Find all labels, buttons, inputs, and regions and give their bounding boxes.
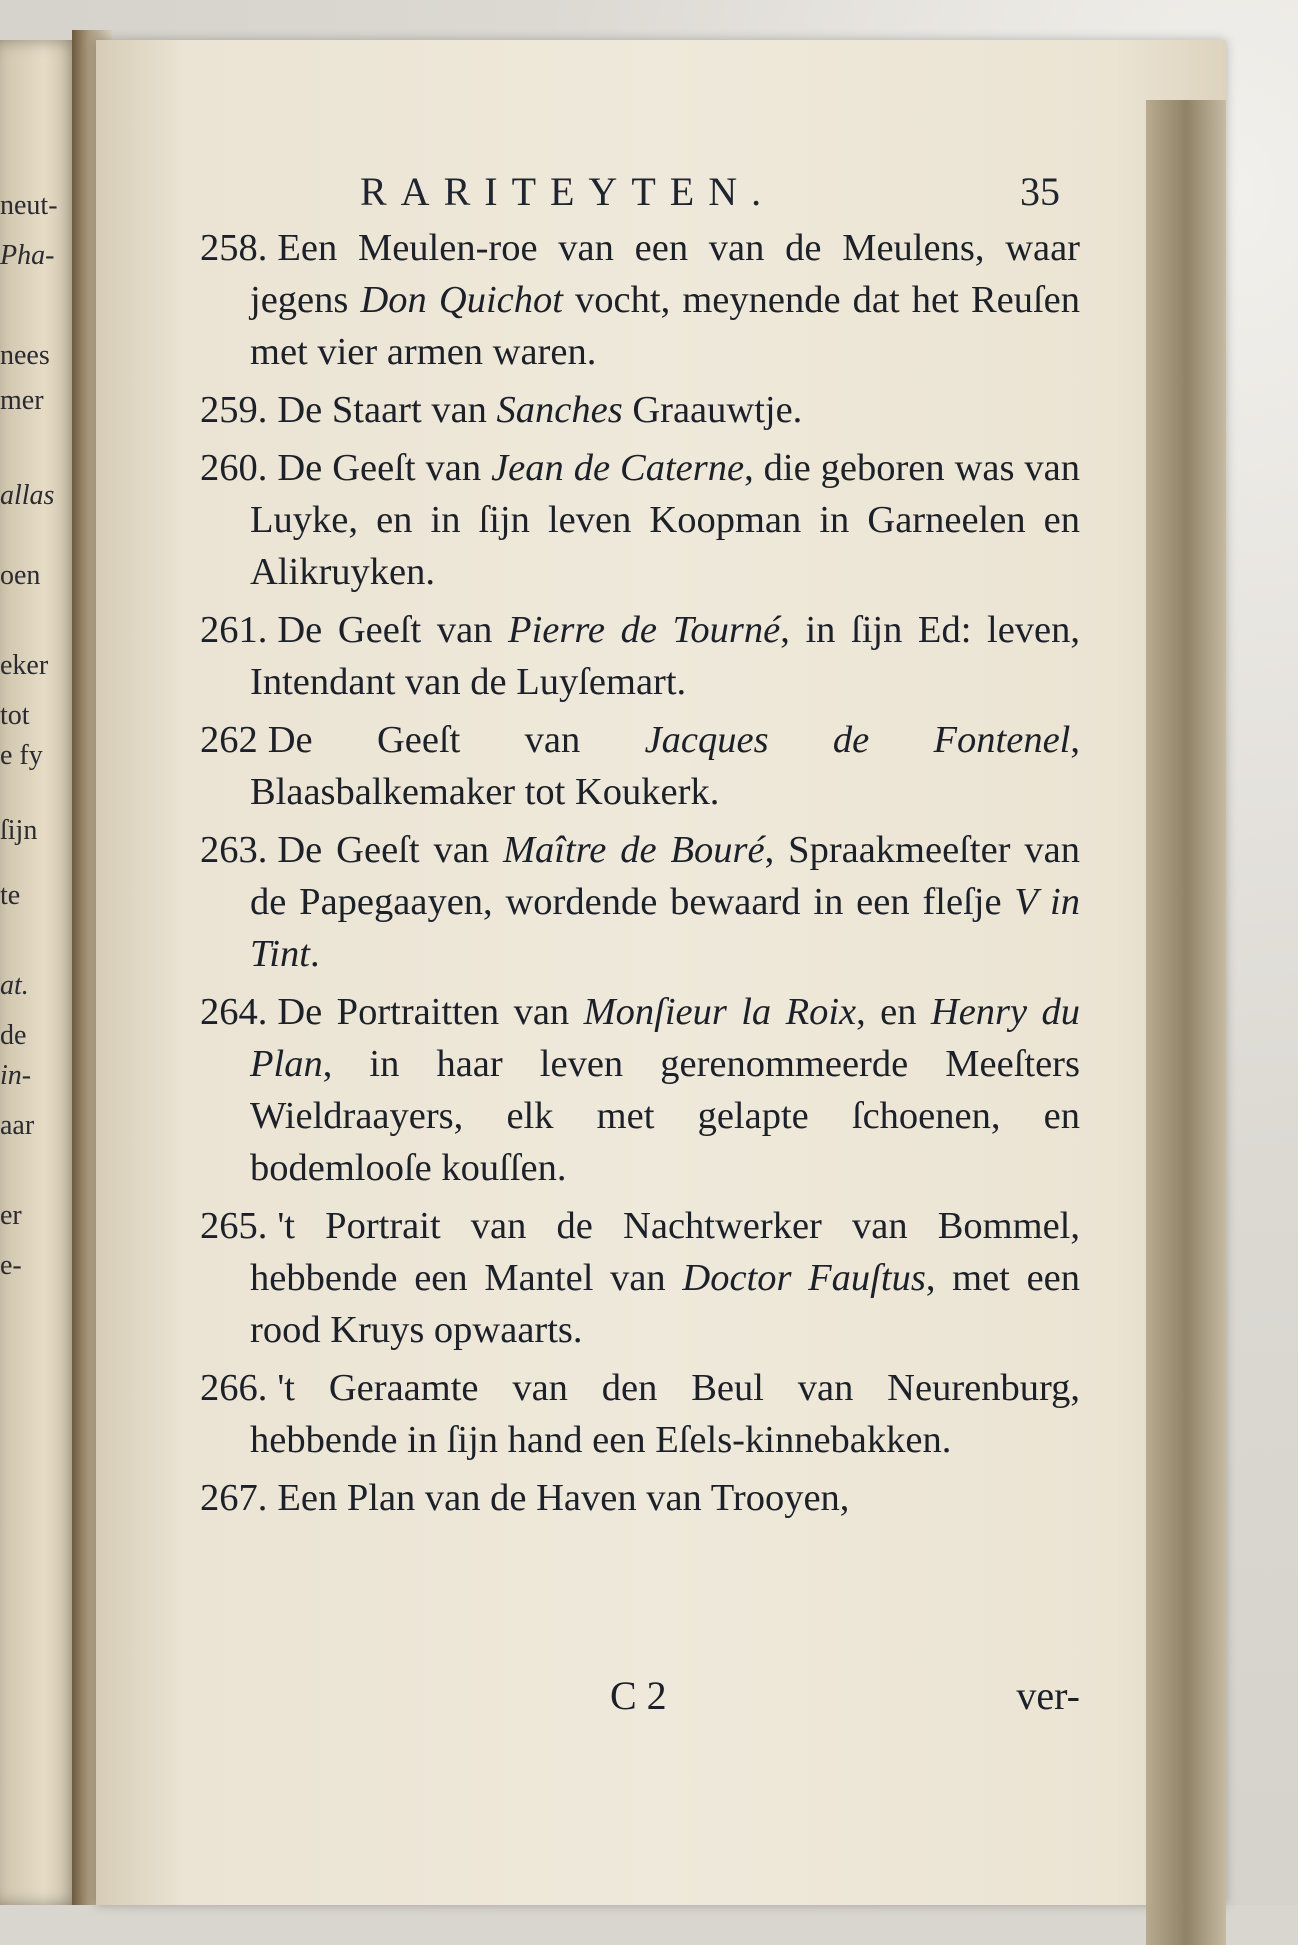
left-page-fragment: at. bbox=[0, 970, 29, 1001]
running-title: RARITEYTEN. bbox=[360, 169, 776, 214]
entry-text: , Spraakmeeſter van de Papegaayen, wordende bewaard in een fleſje bbox=[250, 829, 1080, 923]
entry-number: 265. bbox=[200, 1205, 268, 1247]
entry-text: De Portraitten van bbox=[277, 991, 584, 1033]
entry-number: 263. bbox=[200, 829, 268, 871]
entry-italic-text: Maître de Bouré bbox=[502, 829, 765, 871]
catalogue-entry bbox=[200, 824, 1080, 980]
catalogue-entry bbox=[200, 442, 1080, 598]
catalogue-entry bbox=[200, 1472, 1080, 1524]
entry-italic-text: V in Tint bbox=[250, 881, 1080, 975]
entry-italic-text: Monſieur la Roix bbox=[583, 991, 857, 1033]
left-page bbox=[0, 40, 80, 1905]
catalogue-entry bbox=[200, 1362, 1080, 1466]
catalogue-entry bbox=[200, 1200, 1080, 1356]
entry-text: 't Portrait van de Nachtwerker van Bommel, hebbende een Mantel van bbox=[250, 1205, 1080, 1299]
entry-text: De Geeſt van bbox=[277, 447, 492, 489]
page-number: 35 bbox=[1020, 169, 1060, 214]
entry-number: 264. bbox=[200, 991, 268, 1033]
entry-number: 260. bbox=[200, 447, 268, 489]
page-footer bbox=[200, 1672, 1080, 1732]
left-page-fragment: ſijn bbox=[0, 815, 38, 846]
entry-italic-text: Jacques de Fontenel bbox=[644, 719, 1071, 761]
entry-text: . bbox=[309, 933, 320, 975]
entry-number: 262 bbox=[200, 719, 258, 761]
left-page-fragment: nees bbox=[0, 340, 50, 371]
entry-text: , in haar leven gerenommeerde Meeſters Wieldraayers, elk met gelapte ſchoenen, en bodemlooſe kouſſen. bbox=[250, 1043, 1080, 1189]
entry-italic-text: Sanches bbox=[496, 389, 623, 431]
entry-number: 267. bbox=[200, 1477, 268, 1519]
left-page-fragment: te bbox=[0, 880, 21, 911]
entry-text: De Staart van bbox=[277, 389, 497, 431]
entry-text: De Geeſt van bbox=[277, 829, 503, 871]
entry-italic-text: Doctor Fauſtus bbox=[682, 1257, 926, 1299]
entry-italic-text: Jean de Caterne bbox=[491, 447, 745, 489]
entry-text: De Geeſt van bbox=[277, 609, 509, 651]
page-header bbox=[360, 168, 1060, 228]
catalogue-entry bbox=[200, 384, 1080, 436]
entry-text: Een Plan van de Haven van Trooyen, bbox=[277, 1477, 850, 1519]
entry-list bbox=[200, 222, 1080, 1530]
entry-text: De Geeſt van bbox=[267, 719, 645, 761]
left-page-fragment: er bbox=[0, 1200, 22, 1231]
entry-italic-text: Pierre de Tourné bbox=[508, 609, 781, 651]
entry-text: vocht, meynende dat het Reuſen met vier armen waren. bbox=[250, 279, 1080, 373]
entry-number: 258. bbox=[200, 227, 268, 269]
entry-text: , in ſijn Ed: leven, Intendant van de Luyſemart. bbox=[250, 609, 1081, 703]
catchword: ver- bbox=[1016, 1673, 1080, 1718]
entry-text: Graauwtje. bbox=[622, 389, 803, 431]
left-page-fragment: tot bbox=[0, 700, 30, 731]
left-page-fragment: e- bbox=[0, 1250, 22, 1281]
entry-text: 't Geraamte van den Beul van Neurenburg, hebbende in ſijn hand een Eſels-kinnebakken. bbox=[250, 1367, 1080, 1461]
catalogue-entry bbox=[200, 222, 1080, 378]
left-page-fragment: e fy bbox=[0, 740, 43, 771]
entry-text: , die geboren was van Luyke, en in ſijn leven Koopman in Garneelen en Alikruyken. bbox=[250, 447, 1080, 593]
entry-number: 261. bbox=[200, 609, 268, 651]
left-page-fragment: aar bbox=[0, 1110, 35, 1141]
left-page-fragment: de bbox=[0, 1020, 27, 1051]
signature-mark: C 2 bbox=[610, 1673, 667, 1718]
left-page-fragment: allas bbox=[0, 480, 55, 511]
entry-italic-text: Don Quichot bbox=[360, 279, 563, 321]
left-page-fragment: oen bbox=[0, 560, 41, 591]
left-page-fragment: mer bbox=[0, 385, 44, 416]
page-edges bbox=[1146, 100, 1226, 1945]
entry-text: , met een rood Kruys opwaarts. bbox=[250, 1257, 1080, 1351]
entry-italic-text: Henry du Plan bbox=[250, 991, 1080, 1085]
left-page-fragment: eker bbox=[0, 650, 49, 681]
catalogue-entry bbox=[200, 604, 1080, 708]
catalogue-entry bbox=[200, 714, 1080, 818]
left-page-fragment: Pha- bbox=[0, 240, 55, 271]
entry-text: , en bbox=[856, 991, 931, 1033]
catalogue-entry bbox=[200, 986, 1080, 1194]
entry-number: 259. bbox=[200, 389, 268, 431]
entry-text: , Blaasbalkemaker tot Koukerk. bbox=[250, 719, 1080, 813]
entry-number: 266. bbox=[200, 1367, 268, 1409]
entry-text: Een Meulen-roe van een van de Meulens, waar jegens bbox=[250, 227, 1080, 321]
left-page-fragment: in- bbox=[0, 1060, 32, 1091]
left-page-fragment: neut- bbox=[0, 190, 58, 221]
